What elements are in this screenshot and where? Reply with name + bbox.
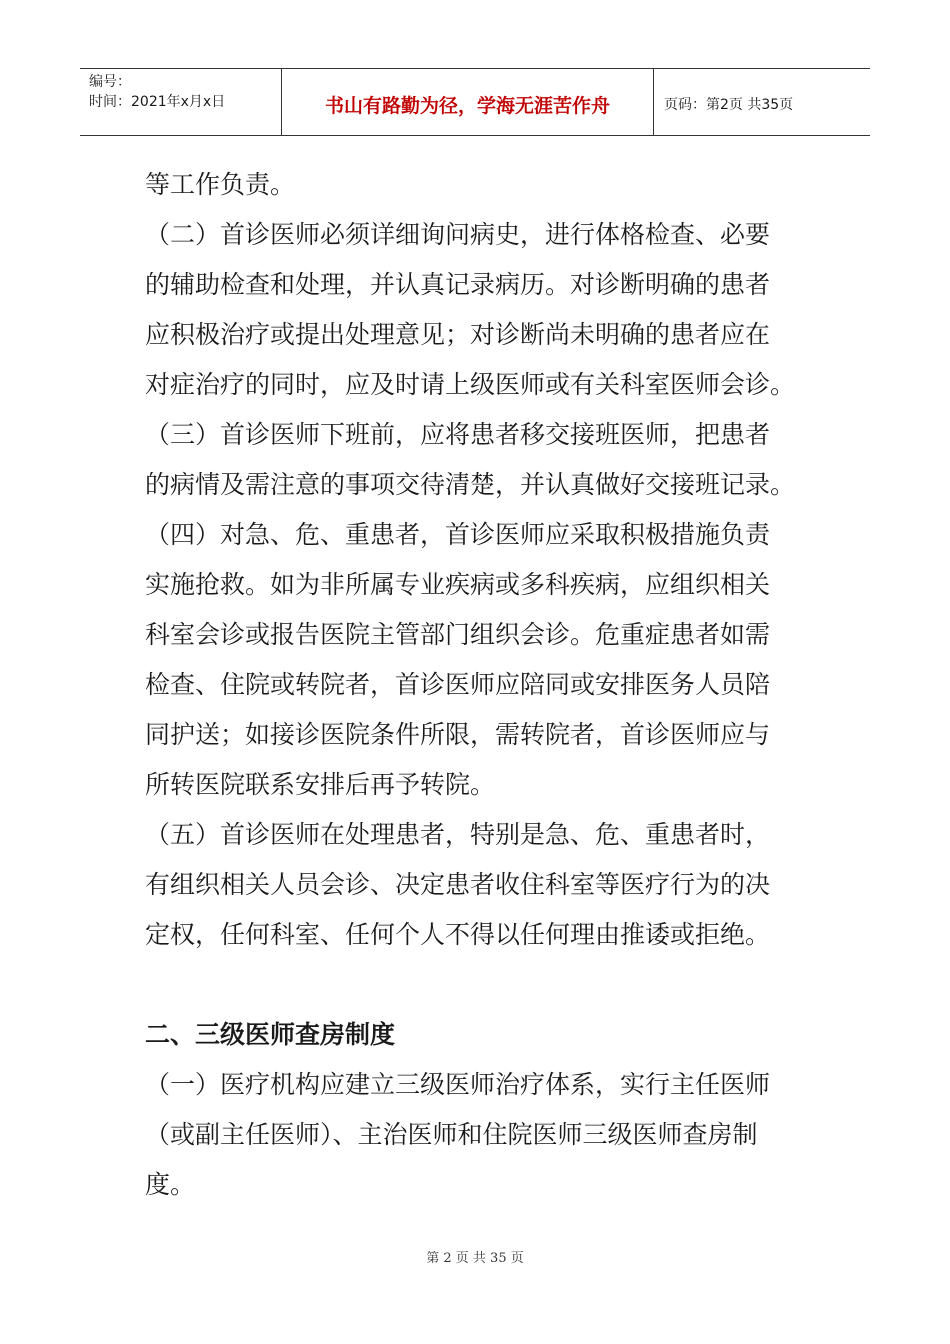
body-line: （或副主任医师）、主治医师和住院医师三级医师查房制 <box>145 1120 758 1149</box>
body-line: 科室会诊或报告医院主管部门组织会诊。危重症患者如需 <box>145 620 771 649</box>
document-number-label: 编号： <box>89 74 131 90</box>
body-line: （四）对急、危、重患者，首诊医师应采取积极措施负责 <box>145 520 771 549</box>
header-motto: 书山有路勤为径，学海无涯苦作舟 <box>282 69 654 135</box>
document-time-label: 时间：2021年x月x日 <box>89 94 226 110</box>
body-line: （一）医疗机构应建立三级医师治疗体系，实行主任医师 <box>145 1070 771 1099</box>
body-line: 对症治疗的同时，应及时请上级医师或有关科室医师会诊。 <box>145 370 796 399</box>
header-meta-cell <box>80 69 282 135</box>
body-line: 所转医院联系安排后再予转院。 <box>145 770 496 799</box>
body-line: 同护送；如接诊医院条件所限，需转院者，首诊医师应与 <box>145 720 771 749</box>
page-header <box>80 68 870 136</box>
body-line: 度。 <box>145 1170 196 1199</box>
document-body <box>145 160 805 1210</box>
body-line: 检查、住院或转院者，首诊医师应陪同或安排医务人员陪 <box>145 670 771 699</box>
body-line: 有组织相关人员会诊、决定患者收住科室等医疗行为的决 <box>145 870 771 899</box>
section-heading: 二、三级医师查房制度 <box>145 1020 396 1049</box>
section-spacer <box>145 960 805 1010</box>
body-line: （三）首诊医师下班前，应将患者移交接班医师，把患者 <box>145 420 771 449</box>
body-line: 定权，任何科室、任何个人不得以任何理由推诿或拒绝。 <box>145 920 771 949</box>
body-line: （二）首诊医师必须详细询问病史，进行体格检查、必要 <box>145 220 771 249</box>
body-line: 的辅助检查和处理，并认真记录病历。对诊断明确的患者 <box>145 270 771 299</box>
header-page-info: 页码：第2页 共35页 <box>664 97 794 113</box>
body-line: 的病情及需注意的事项交待清楚，并认真做好交接班记录。 <box>145 470 796 499</box>
body-line: 应积极治疗或提出处理意见；对诊断尚未明确的患者应在 <box>145 320 771 349</box>
body-line: 等工作负责。 <box>145 170 296 199</box>
body-line: （五）首诊医师在处理患者，特别是急、危、重患者时， <box>145 820 771 849</box>
body-line: 实施抢救。如为非所属专业疾病或多科疾病，应组织相关 <box>145 570 771 599</box>
page-footer: 第 2 页 共 35 页 <box>426 1251 524 1266</box>
